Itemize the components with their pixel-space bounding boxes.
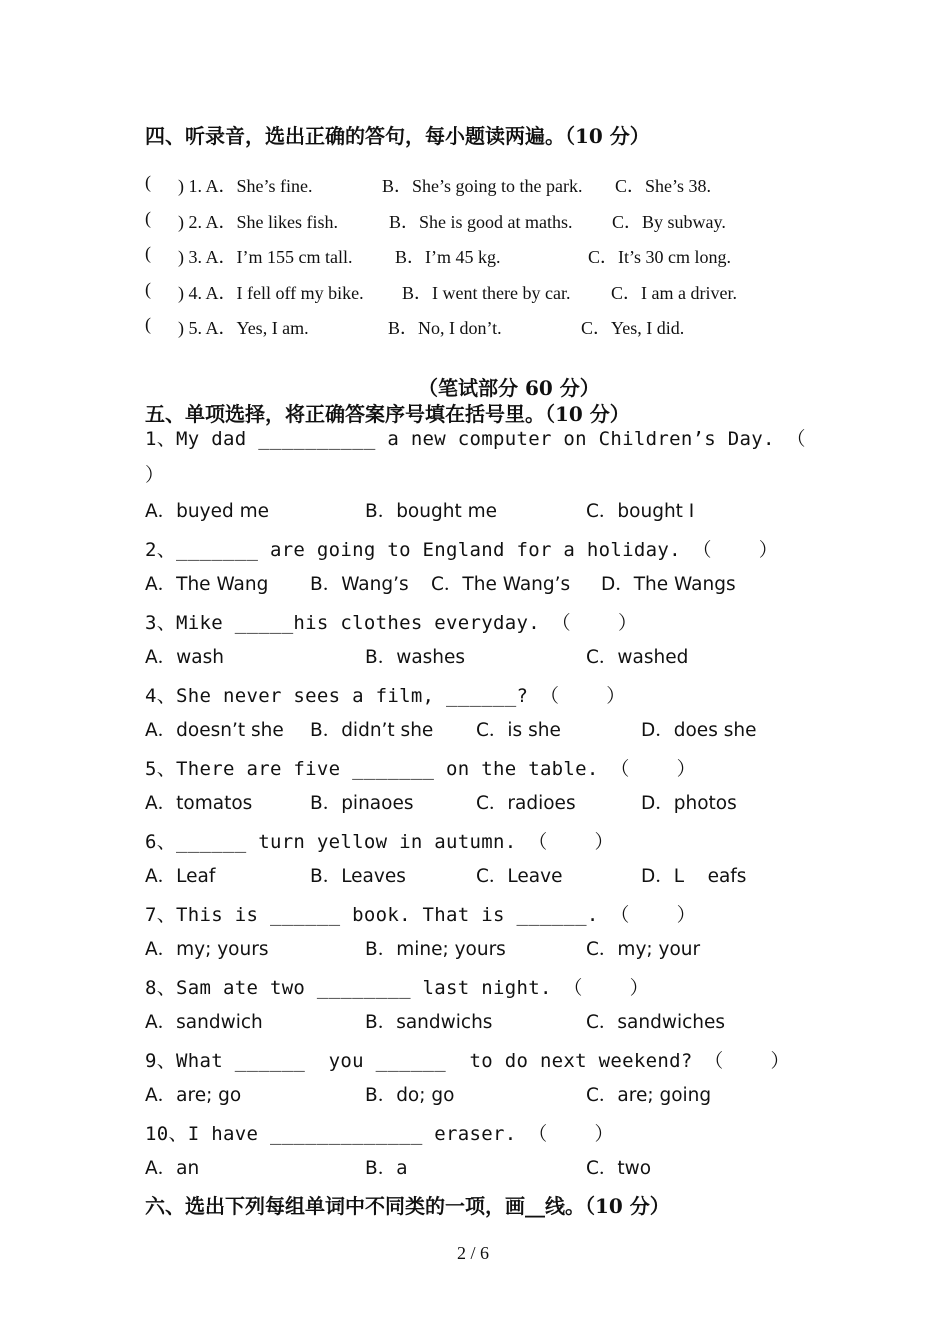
listen-q5-paren: (	[145, 314, 151, 334]
listen-q5-b: B．No, I don’t.	[388, 318, 502, 338]
q8-stem: 8、Sam ate two ________ last night. （ ）	[145, 977, 649, 999]
q5-option-c: C．radioes	[476, 793, 576, 814]
q3-option-c: C．washed	[586, 647, 689, 668]
q10-option-b: B．a	[365, 1158, 408, 1179]
listen-q1-b: B．She’s going to the park.	[382, 176, 583, 196]
listen-q4-a: ) 4. A．I fell off my bike.	[178, 283, 364, 303]
q8-option-a: A．sandwich	[145, 1012, 263, 1033]
q7-option-c: C．my; your	[586, 939, 701, 960]
q1-option-b: B．bought me	[365, 501, 497, 522]
q8-option-b: B．sandwichs	[365, 1012, 493, 1033]
listen-q4-c: C．I am a driver.	[611, 283, 737, 303]
q6-option-d: D．L eafs	[641, 866, 747, 887]
listen-q2-b: B．She is good at maths.	[389, 212, 573, 232]
q1-option-c: C．bought I	[586, 501, 695, 522]
q9-stem: 9、What ______ you ______ to do next weekend? （ ）	[145, 1050, 790, 1072]
q5-stem: 5、There are five _______ on the table. （ ）	[145, 758, 696, 780]
q2-option-c: C．The Wang’s	[431, 574, 571, 595]
q3-option-b: B．washes	[365, 647, 466, 668]
q10-option-a: A．an	[145, 1158, 200, 1179]
q1-stem: 1、My dad __________ a new computer on Children’s Day. （	[145, 428, 806, 450]
section-5-heading: 五、单项选择，将正确答案序号填在括号里。（10 分）	[145, 402, 630, 426]
q8-option-c: C．sandwiches	[586, 1012, 726, 1033]
q9-option-b: B．do; go	[365, 1085, 455, 1106]
q6-option-b: B．Leaves	[310, 866, 406, 887]
listen-q3-c: C．It’s 30 cm long.	[588, 247, 731, 267]
q9-option-a: A．are; go	[145, 1085, 242, 1106]
q4-option-c: C．is she	[476, 720, 561, 741]
listen-q3-a: ) 3. A．I’m 155 cm tall.	[178, 247, 353, 267]
page-number: 2 / 6	[457, 1243, 490, 1263]
listen-q5-a: ) 5. A．Yes, I am.	[178, 318, 309, 338]
listen-q1-paren: (	[145, 172, 151, 192]
q10-stem: 10、I have _____________ eraser. （ ）	[145, 1123, 614, 1145]
listen-q2-a: ) 2. A．She likes fish.	[178, 212, 338, 232]
listen-q4-b: B．I went there by car.	[402, 283, 571, 303]
q7-option-b: B．mine; yours	[365, 939, 506, 960]
q9-option-c: C．are; going	[586, 1085, 712, 1106]
listen-q3-b: B．I’m 45 kg.	[395, 247, 501, 267]
q1-stem-cont: ）	[145, 464, 165, 486]
listen-q1-c: C．She’s 38.	[615, 176, 712, 196]
q5-option-d: D．photos	[641, 793, 737, 814]
listen-q3-paren: (	[145, 243, 151, 263]
listen-q5-c: C．Yes, I did.	[581, 318, 685, 338]
q6-option-c: C．Leave	[476, 866, 563, 887]
q7-stem: 7、This is ______ book. That is ______. （ ）	[145, 904, 696, 926]
q2-option-d: D．The Wangs	[601, 574, 736, 595]
listen-q4-paren: (	[145, 279, 151, 299]
q3-stem: 3、Mike _____his clothes everyday. （ ）	[145, 612, 638, 634]
q3-option-a: A．wash	[145, 647, 224, 668]
section-4-heading: 四、听录音，选出正确的答句，每小题读两遍。（10 分）	[145, 124, 650, 148]
q4-stem: 4、She never sees a film, ______? （ ）	[145, 685, 626, 707]
q5-option-a: A．tomatos	[145, 793, 253, 814]
q4-option-b: B．didn’t she	[310, 720, 434, 741]
q2-stem: 2、_______ are going to England for a holiday. （ ）	[145, 539, 779, 561]
q7-option-a: A．my; yours	[145, 939, 269, 960]
section-6-heading: 六、选出下列每组单词中不同类的一项，画__线。（10 分）	[145, 1194, 670, 1218]
q5-option-b: B．pinaoes	[310, 793, 414, 814]
listen-q2-paren: (	[145, 208, 151, 228]
q10-option-c: C．two	[586, 1158, 652, 1179]
listen-q2-c: C．By subway.	[612, 212, 726, 232]
written-part-title: （笔试部分 60 分）	[418, 376, 600, 400]
q2-option-a: A．The Wang	[145, 574, 269, 595]
q6-stem: 6、______ turn yellow in autumn. （ ）	[145, 831, 614, 853]
q1-option-a: A．buyed me	[145, 501, 269, 522]
q4-option-d: D．does she	[641, 720, 757, 741]
q2-option-b: B．Wang’s	[310, 574, 409, 595]
q6-option-a: A．Leaf	[145, 866, 216, 887]
listen-q1-a: ) 1. A．She’s fine.	[178, 176, 313, 196]
q4-option-a: A．doesn’t she	[145, 720, 284, 741]
